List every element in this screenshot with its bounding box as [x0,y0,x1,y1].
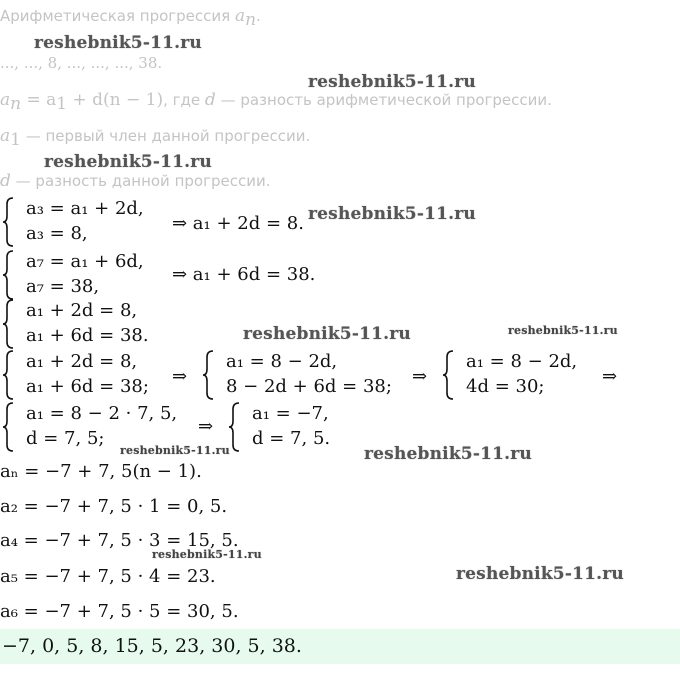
watermark-logo: reshebnik5-11.ru [243,324,411,344]
formula-d: d [204,90,216,110]
general-formula-definition: $a_n = a_1 + d(n - 1)$, где d — разность арифметической прогрессии. [0,90,552,114]
left-brace-icon [201,349,215,401]
s4-arrow: ⇒ [172,366,188,387]
formula-tail: + d(n − 1) [67,90,164,110]
formula-desc: — разность арифметической прогрессии. [215,91,552,109]
term-a5: a₅ = −7 + 7, 5 · 4 = 23. [0,566,216,587]
s3-row2: a₁ + 6d = 38. [26,325,149,346]
first-term-definition [0,126,311,150]
problem-title [0,6,261,30]
s2-result: ⇒ a₁ + 6d = 38. [172,264,316,285]
s6-row2: 4d = 30; [466,376,545,397]
watermark-logo: reshebnik5-11.ru [120,444,230,457]
watermark-logo: reshebnik5-11.ru [456,564,624,584]
term-a6: a₆ = −7 + 7, 5 · 5 = 30, 5. [0,601,239,622]
s5-row1: a₁ = 8 − 2d, [226,351,338,372]
title-text: Арифметическая прогрессия [0,7,235,25]
s1-row2: a₃ = 8, [26,223,88,244]
watermark-logo: reshebnik5-11.ru [34,33,202,53]
s2-row2: a₇ = 38, [26,276,100,297]
s7-row2: d = 7, 5; [26,428,105,449]
left-brace-icon [1,401,15,453]
diff-desc: — разность данной прогрессии. [10,172,271,190]
left-brace-icon [1,349,15,401]
s1-result: ⇒ a₁ + 2d = 8. [172,213,304,234]
watermark-logo: reshebnik5-11.ru [152,548,262,561]
formula-a: a [0,90,11,110]
s3-row1: a₁ + 2d = 8, [26,300,138,321]
title-sub: n [245,10,257,30]
s8-row1: a₁ = −7, [252,403,329,424]
s4-row1: a₁ + 2d = 8, [26,351,138,372]
s4-row2: a₁ + 6d = 38; [26,376,149,397]
formula-where: , где [163,91,205,109]
watermark-logo: reshebnik5-11.ru [364,444,532,464]
first-sub: 1 [10,130,21,150]
watermark-logo: reshebnik5-11.ru [508,324,618,337]
left-brace-icon [1,196,15,248]
term-a2: a₂ = −7 + 7, 5 · 1 = 0, 5. [0,496,228,517]
s2-row1: a₇ = a₁ + 6d, [26,251,144,272]
s1-row1: a₃ = a₁ + 2d, [26,198,144,219]
term-a4: a₄ = −7 + 7, 5 · 3 = 15, 5. [0,530,239,551]
answer-box [0,629,680,664]
diff-var: d [0,171,11,191]
title-var: a [234,6,246,26]
sequence-text: ..., ..., 8, ..., ..., ..., 38. [0,54,163,72]
s5-arrow: ⇒ [412,366,428,387]
answer-text: −7, 0, 5, 8, 15, 5, 23, 30, 5, 38. [2,635,302,657]
s6-row1: a₁ = 8 − 2d, [466,351,578,372]
title-end: . [256,7,261,25]
formula-rest: = a [21,90,57,110]
difference-definition [0,171,270,191]
s8-row2: d = 7, 5. [252,428,331,449]
s6-arrow: ⇒ [602,366,618,387]
first-var: a [0,126,11,146]
watermark-logo: reshebnik5-11.ru [308,72,476,92]
given-sequence [0,54,162,72]
s7-arrow: ⇒ [198,416,214,437]
watermark-logo: reshebnik5-11.ru [308,204,476,224]
left-brace-icon [1,298,15,350]
left-brace-icon [441,349,455,401]
watermark-logo: reshebnik5-11.ru [44,152,212,172]
general-term-formula: aₙ = −7 + 7, 5(n − 1). [0,461,202,482]
s7-row1: a₁ = 8 − 2 · 7, 5, [26,403,178,424]
s5-row2: 8 − 2d + 6d = 38; [226,376,392,397]
first-desc: — первый член данной прогрессии. [20,127,311,145]
left-brace-icon [1,249,15,301]
